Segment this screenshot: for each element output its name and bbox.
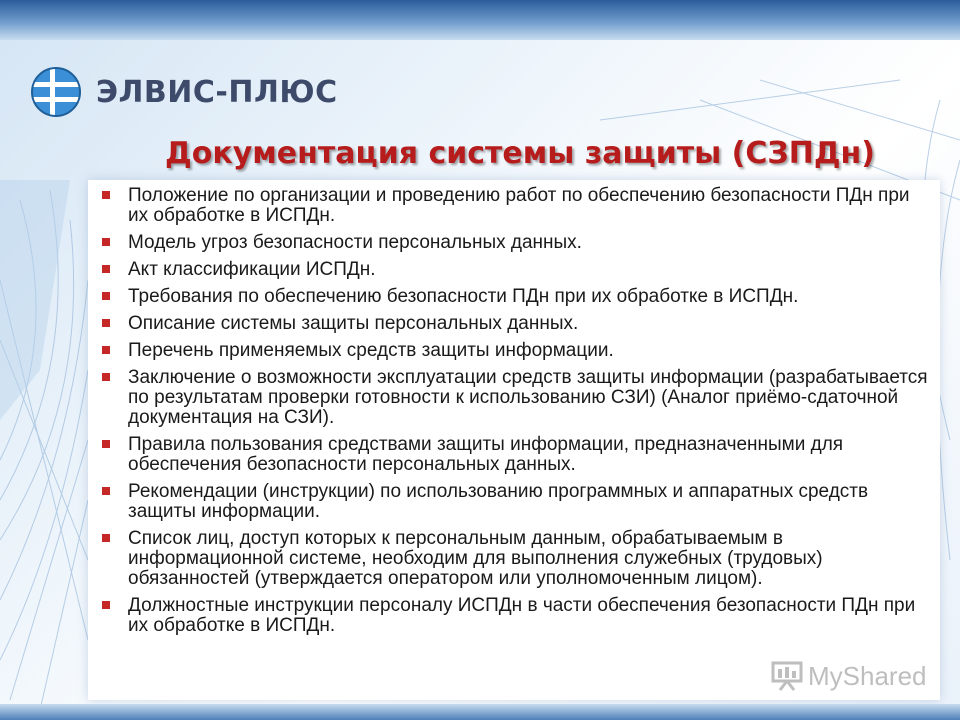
list-item	[128, 314, 930, 334]
list-item	[128, 341, 930, 361]
list-item-text: Должностные инструкции персоналу ИСПДн в части обеспечения безопасности ПДн при их обработке в ИСПДн.	[128, 595, 916, 636]
list-item-text: Положение по организации и проведению работ по обеспечению безопасности ПДн при их обработке в ИСПДн.	[128, 185, 910, 226]
list-item-text: Модель угроз безопасности персональных данных.	[128, 232, 582, 253]
list-item-text: Правила пользования средствами защиты информации, предназначенными для обеспечения безопасности персональных данных.	[128, 434, 844, 475]
square-bullet-icon	[102, 487, 110, 495]
bottom-gradient-band	[0, 704, 960, 720]
list-item	[128, 435, 930, 475]
square-bullet-icon	[102, 191, 110, 199]
list-item-text: Рекомендации (инструкции) по использованию программных и аппаратных средств защиты информации.	[128, 481, 869, 522]
square-bullet-icon	[102, 440, 110, 448]
document-list	[88, 180, 940, 636]
square-bullet-icon	[102, 265, 110, 273]
square-bullet-icon	[102, 238, 110, 246]
list-item	[128, 596, 930, 636]
list-item-text: Заключение о возможности эксплуатации средств защиты информации (разрабатывается по результатам проверки готовности к использованию СЗИ) (Аналог приёмо-сдаточной документация на СЗИ).	[128, 367, 928, 428]
square-bullet-icon	[102, 346, 110, 354]
list-item-text: Акт классификации ИСПДн.	[128, 259, 376, 280]
list-item	[128, 233, 930, 253]
square-bullet-icon	[102, 319, 110, 327]
list-item-text: Описание системы защиты персональных данных.	[128, 313, 579, 334]
watermark	[770, 660, 927, 692]
square-bullet-icon	[102, 292, 110, 300]
list-item	[128, 260, 930, 280]
company-logo	[30, 66, 338, 118]
list-item	[128, 482, 930, 522]
list-item-text: Требования по обеспечению безопасности ПДн при их обработке в ИСПДн.	[128, 286, 799, 307]
top-gradient-band	[0, 0, 960, 40]
list-item-text: Список лиц, доступ которых к персональным данным, обрабатываемым в информационной системе, необходим для выполнения служебных (трудовых) обязанностей (утверждается оператором или уполномоченным лицом).	[128, 528, 823, 589]
list-item	[128, 368, 930, 428]
list-item	[128, 287, 930, 307]
square-bullet-icon	[102, 601, 110, 609]
list-item-text: Перечень применяемых средств защиты информации.	[128, 340, 614, 361]
content-panel	[88, 180, 940, 700]
globe-logo-icon	[30, 66, 82, 118]
presentation-screen-icon	[770, 660, 804, 692]
company-name: ЭЛВИС-ПЛЮС	[96, 74, 338, 110]
slide-title: Документация системы защиты (СЗПДн)	[165, 136, 875, 171]
square-bullet-icon	[102, 534, 110, 542]
watermark-text: MyShared	[808, 660, 927, 691]
list-item	[128, 186, 930, 226]
list-item	[128, 529, 930, 589]
square-bullet-icon	[102, 373, 110, 381]
